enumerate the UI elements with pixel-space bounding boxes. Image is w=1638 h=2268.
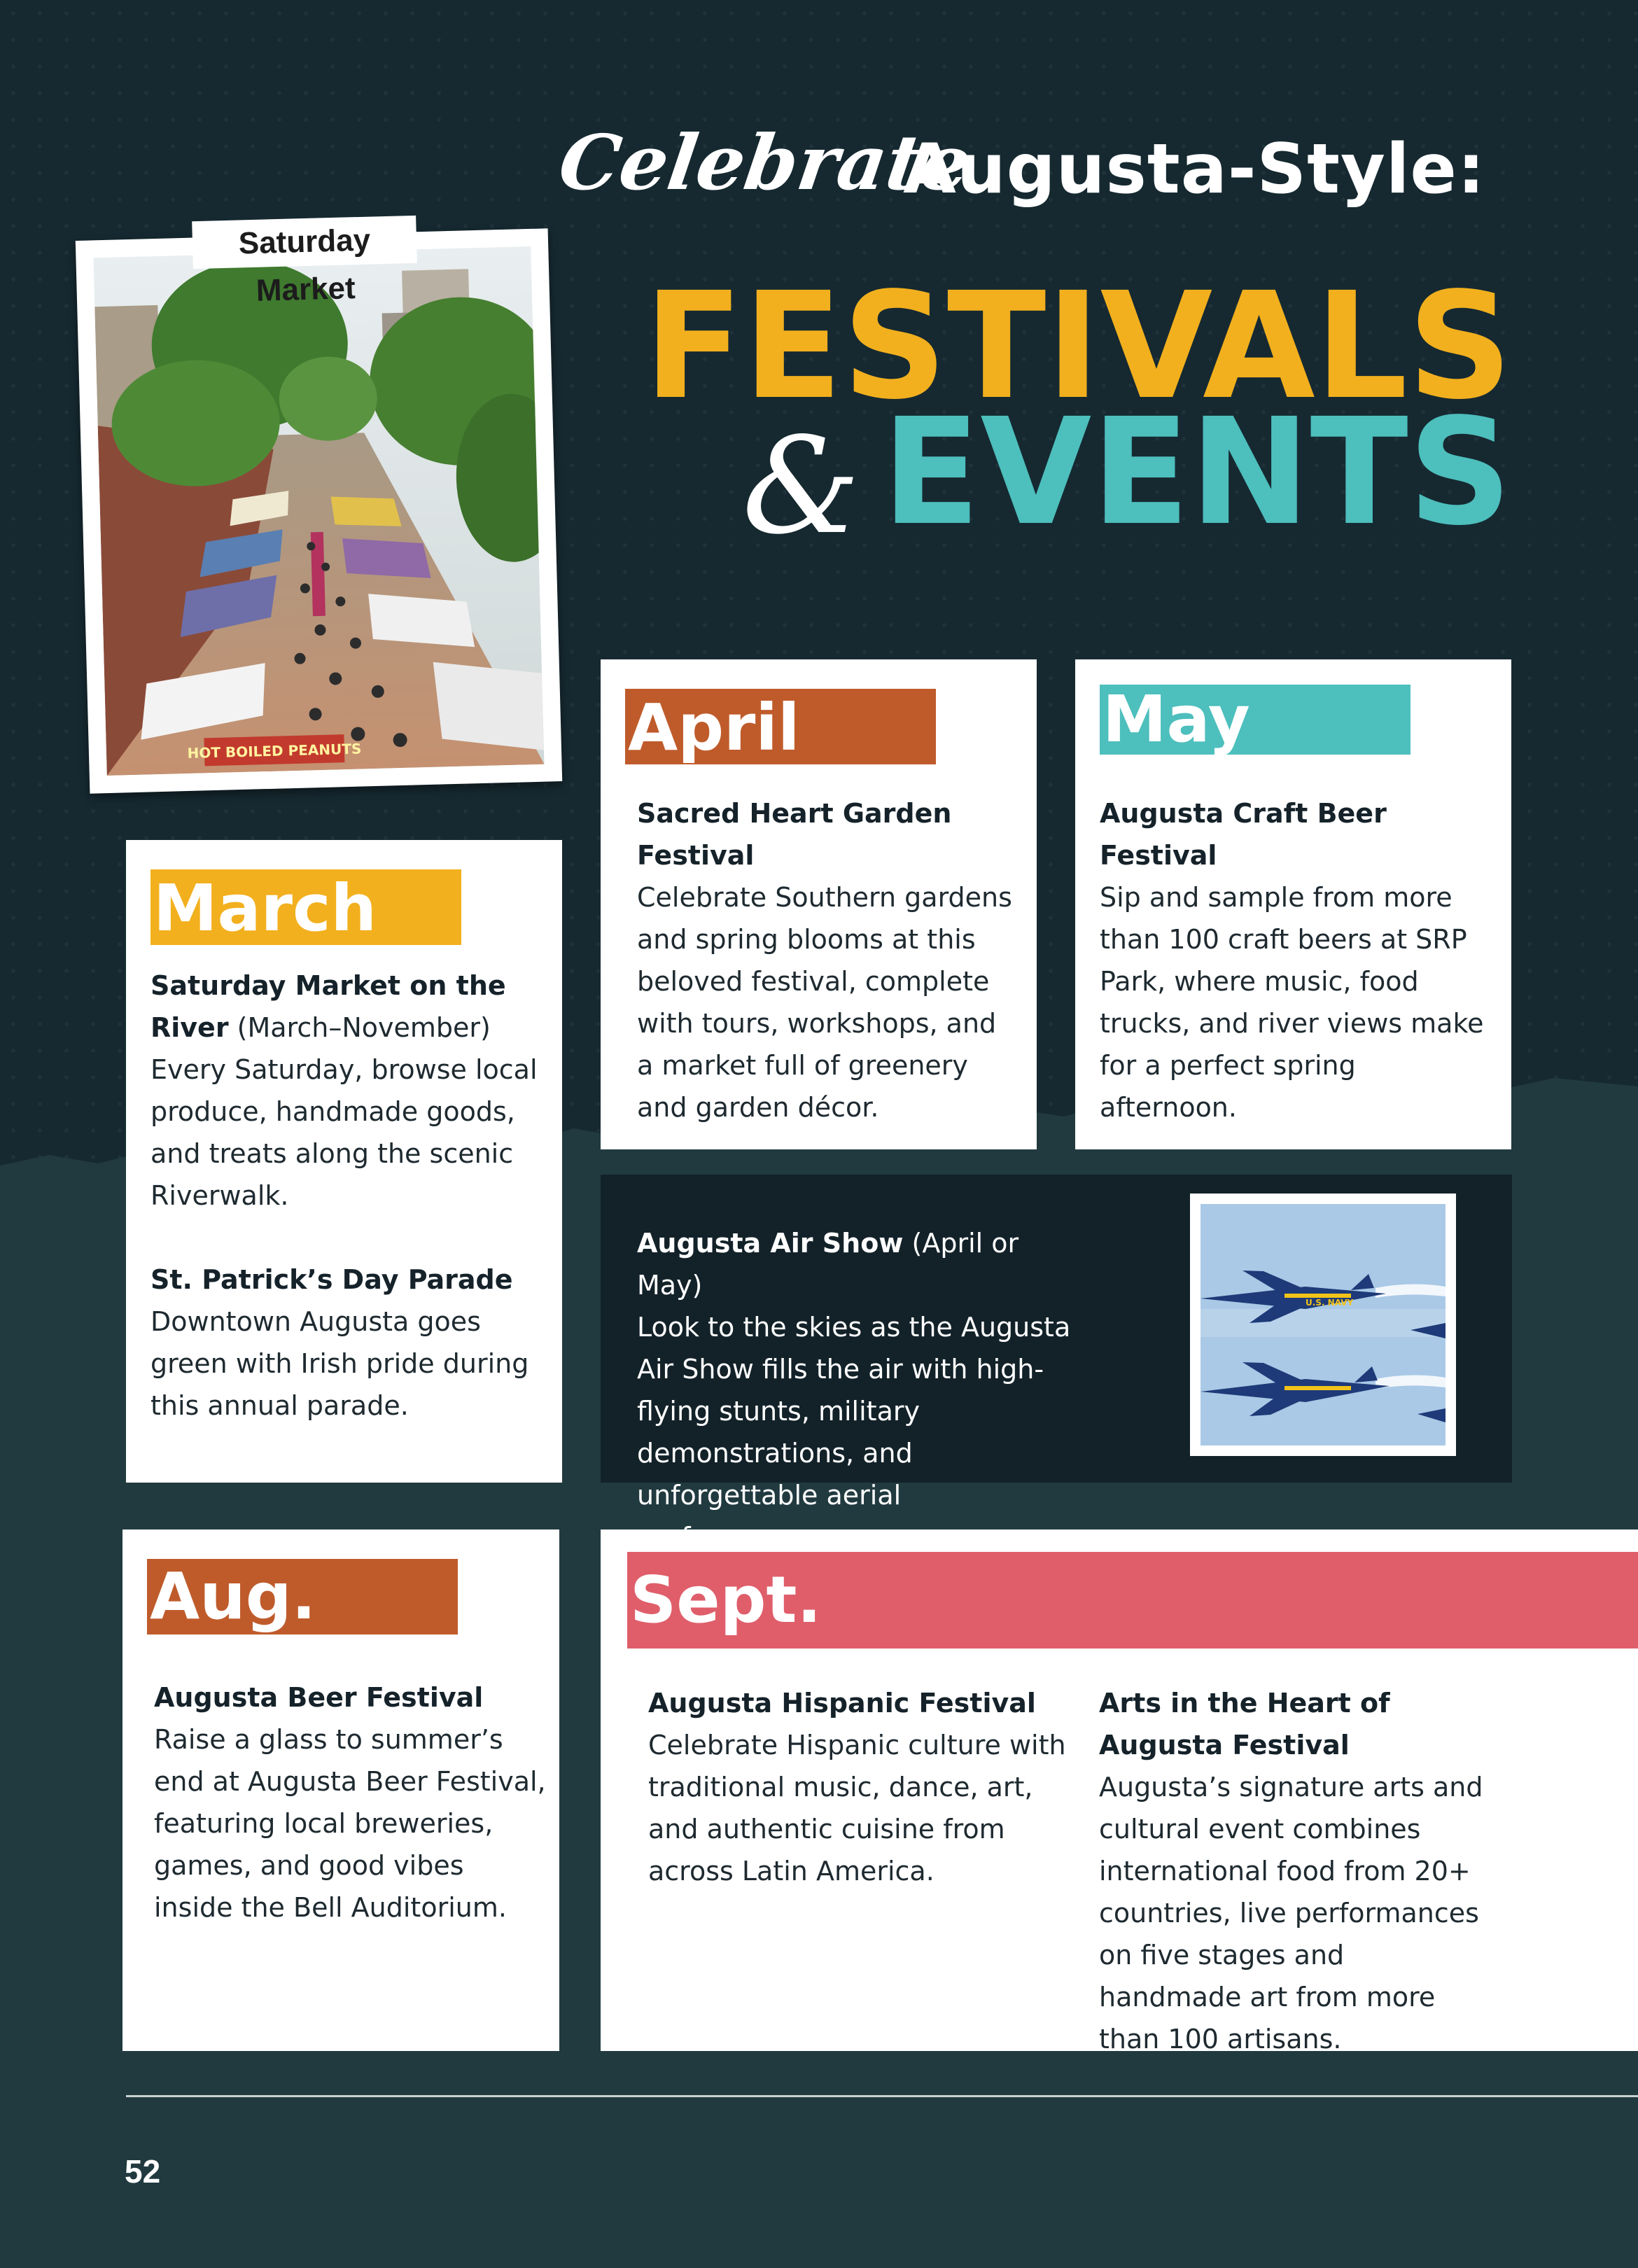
event-description: Every Saturday, browse local produce, handmade goods, and treats along the scenic Riverwalk. (150, 1054, 538, 1211)
event-title: Arts in the Heart of Augusta Festival (1099, 1688, 1390, 1760)
footer-divider (126, 2095, 1638, 2097)
event-augusta-craft-beer-festival (1100, 792, 1492, 1128)
month-label-april: April (625, 689, 936, 764)
title-events: EVENTS (882, 386, 1512, 558)
event-title: Augusta Beer Festival (154, 1682, 484, 1713)
plane-marking: U.S. NAVY (1306, 1298, 1354, 1308)
air-show-event (637, 1222, 1085, 1558)
title-script-word: Celebrate (554, 119, 976, 207)
title-subtitle: Augusta-Style: (903, 130, 1486, 209)
title-festivals: FESTIVALS (644, 260, 1513, 432)
event-augusta-beer-festival (154, 1676, 546, 1928)
event-title: St. Patrick’s Day Parade (150, 1264, 513, 1295)
saturday-market-photo-label: Saturday Market (192, 216, 417, 269)
saturday-market-photo (93, 246, 544, 776)
event-description: Celebrate Hispanic culture with traditional music, dance, art, and authentic cuisine from across Latin America. (648, 1730, 1066, 1886)
month-label-sept: Sept. (627, 1552, 1638, 1648)
aug-card (122, 1530, 559, 2051)
event-description: Celebrate Southern gardens and spring blooms at this beloved festival, complete with tours, workshops, and a market full of greenery and garden décor. (637, 882, 1012, 1123)
april-events (637, 792, 1015, 1128)
sept-card (601, 1530, 1638, 2054)
april-card (601, 659, 1037, 1149)
page-number: 52 (125, 2153, 161, 2190)
title-ampersand: & (742, 409, 861, 564)
event-title: Augusta Air Show (637, 1228, 904, 1259)
blue-angels-photo (1200, 1204, 1446, 1446)
event-st-patricks-parade (150, 1259, 542, 1427)
event-arts-in-the-heart (1099, 1682, 1491, 2060)
event-description: Sip and sample from more than 100 craft beers at SRP Park, where music, food trucks, and river views make for a perfect spring afternoon. (1100, 882, 1484, 1123)
event-sacred-heart-garden-festival (637, 792, 1015, 1128)
month-label-may: May (1100, 685, 1410, 755)
event-augusta-hispanic-festival (648, 1682, 1068, 1892)
month-label-aug: Aug. (147, 1559, 458, 1634)
event-description: Raise a glass to summer’s end at Augusta Beer Festival, featuring local breweries, games, and good vibes inside the Bell Auditorium. (154, 1724, 546, 1923)
march-card (126, 840, 562, 1483)
air-show-photo-frame (1190, 1194, 1456, 1456)
sept-event-arts (1099, 1682, 1491, 2060)
event-saturday-market (150, 965, 542, 1217)
event-title: Saturday Market on the River (150, 970, 506, 1043)
peanuts-sign-text: HOT BOILED PEANUTS (187, 740, 362, 762)
event-title: Augusta Craft Beer Festival (1100, 798, 1387, 871)
aug-events (154, 1676, 546, 1928)
march-events (150, 965, 542, 1427)
event-description: Augusta’s signature arts and cultural event combines international food from 20+ countries, live performances on five stages and handmade art from more than 100 artisans. (1099, 1772, 1483, 2054)
month-label-march: March (150, 869, 461, 945)
event-description: Downtown Augusta goes green with Irish pride during this annual parade. (150, 1306, 529, 1421)
event-title: Augusta Hispanic Festival (648, 1688, 1036, 1718)
may-events (1100, 792, 1492, 1128)
event-description: Look to the skies as the Augusta Air Show fills the air with high-flying stunts, military demonstrations, and unforgettable aerial (637, 1312, 1071, 1511)
may-card (1075, 659, 1511, 1149)
event-title: Sacred Heart Garden Festival (637, 798, 952, 871)
event-dates: (March–November) (228, 1012, 491, 1043)
sept-event-hispanic (648, 1682, 1068, 1892)
event-dates: (April or May) (637, 1228, 1019, 1301)
